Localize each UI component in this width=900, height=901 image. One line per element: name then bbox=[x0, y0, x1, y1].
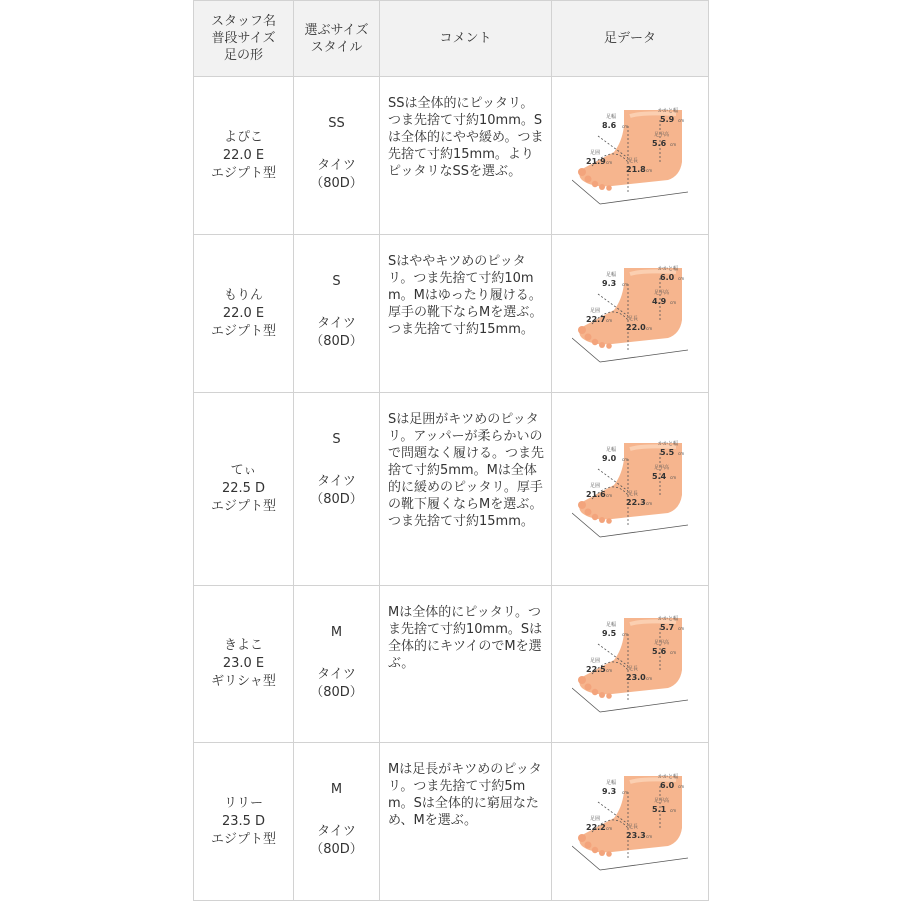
staff-cell bbox=[194, 586, 294, 743]
svg-text:cm: cm bbox=[606, 668, 613, 673]
header-foot-data: 足データ bbox=[552, 1, 709, 77]
svg-text:cm: cm bbox=[670, 650, 677, 655]
heel-width-value: 6.0 bbox=[660, 272, 675, 282]
length-value: 23.3 bbox=[626, 830, 646, 840]
toe bbox=[606, 851, 612, 857]
heel-width-label: かかと幅 bbox=[658, 441, 679, 447]
svg-text:cm: cm bbox=[670, 807, 677, 813]
heel-width-label: かかと幅 bbox=[658, 265, 679, 272]
toe bbox=[578, 501, 586, 509]
foot-width-label: 足幅 bbox=[606, 271, 617, 278]
usual-size: 22.5 D bbox=[221, 481, 266, 496]
chosen-size: S bbox=[332, 432, 341, 447]
svg-text:cm: cm bbox=[678, 117, 685, 123]
instep-value: 5.4 bbox=[652, 472, 667, 481]
foot-shape: エジプト型 bbox=[210, 165, 276, 181]
style-denier: （80D） bbox=[310, 685, 363, 700]
svg-text:cm: cm bbox=[622, 457, 629, 462]
foot-shape: ギリシャ型 bbox=[211, 674, 276, 689]
svg-text:cm: cm bbox=[670, 141, 677, 147]
instep-label: 足甲高 bbox=[654, 131, 670, 138]
style-denier: （80D） bbox=[310, 176, 363, 191]
toe bbox=[585, 175, 592, 182]
size-comparison-table bbox=[193, 0, 709, 901]
girth-label: 足囲 bbox=[590, 307, 601, 314]
table-row bbox=[194, 743, 709, 901]
girth-label: 足囲 bbox=[590, 658, 601, 664]
usual-size: 23.0 E bbox=[222, 656, 265, 671]
style-denier: （80D） bbox=[310, 492, 363, 507]
instep-label: 足甲高 bbox=[654, 289, 670, 296]
foot-diagram bbox=[572, 614, 688, 714]
svg-text:cm: cm bbox=[678, 451, 685, 456]
svg-text:cm: cm bbox=[606, 317, 613, 323]
foot-data-cell bbox=[552, 77, 709, 235]
svg-text:cm: cm bbox=[646, 325, 653, 331]
table-row bbox=[194, 586, 709, 743]
toe bbox=[585, 333, 592, 340]
length-value: 21.8 bbox=[626, 164, 646, 174]
instep-value: 4.9 bbox=[652, 296, 667, 306]
staff-name: リリー bbox=[223, 795, 263, 811]
foot-data-cell bbox=[552, 586, 709, 743]
header-row bbox=[194, 1, 709, 77]
comment-cell: Sは足囲がキツめのピッタリ。アッパーが柔らかいので問題なく履ける。つま先捨て寸約5mm。Mは全体的に緩めのピッタリ。厚手の靴下履くならMを選ぶ。つま先捨て寸約15mm。 bbox=[380, 393, 552, 586]
girth-label: 足囲 bbox=[590, 149, 601, 156]
header-comment: コメント bbox=[380, 1, 552, 77]
foot-data-cell bbox=[552, 743, 709, 901]
heel-width-label: かかと幅 bbox=[658, 616, 679, 622]
instep-label: 足甲高 bbox=[654, 640, 670, 646]
girth-value: 21.9 bbox=[586, 156, 606, 166]
chosen-size: SS bbox=[328, 116, 345, 131]
toe bbox=[599, 517, 605, 523]
style-label: タイツ bbox=[317, 158, 356, 173]
length-value: 23.0 bbox=[626, 673, 646, 682]
size-style-cell bbox=[294, 393, 380, 586]
svg-text:cm: cm bbox=[678, 626, 685, 631]
toe bbox=[592, 689, 598, 695]
toe bbox=[599, 342, 605, 348]
svg-text:cm: cm bbox=[606, 493, 613, 498]
girth-label: 足囲 bbox=[590, 815, 601, 822]
foot-width-value: 9.3 bbox=[602, 786, 617, 796]
foot-width-value: 9.3 bbox=[602, 278, 617, 288]
size-style-cell bbox=[294, 235, 380, 393]
heel-width-value: 5.9 bbox=[660, 114, 675, 124]
svg-text:cm: cm bbox=[606, 825, 613, 831]
toe bbox=[599, 184, 605, 190]
foot-width-value: 9.5 bbox=[602, 629, 617, 638]
staff-cell bbox=[194, 235, 294, 393]
svg-text:cm: cm bbox=[678, 275, 685, 281]
svg-text:cm: cm bbox=[670, 299, 677, 305]
svg-text:cm: cm bbox=[606, 159, 613, 165]
toe bbox=[578, 834, 586, 842]
style-label: タイツ bbox=[317, 667, 356, 682]
length-label: 足長 bbox=[628, 666, 639, 672]
length-label: 足長 bbox=[628, 491, 639, 497]
foot-shape: エジプト型 bbox=[210, 323, 276, 339]
instep-label: 足甲高 bbox=[654, 797, 670, 804]
staff-cell bbox=[194, 393, 294, 586]
heel-width-value: 5.7 bbox=[660, 623, 675, 632]
toe bbox=[585, 684, 592, 691]
svg-text:cm: cm bbox=[622, 789, 629, 795]
comment-cell: Mは足長がキツめのピッタリ。つま先捨て寸約5mm。Sは全体的に窮屈なため、Mを選ぶ。 bbox=[380, 743, 552, 901]
staff-name: きよこ bbox=[223, 638, 263, 653]
svg-text:cm: cm bbox=[622, 123, 629, 129]
girth-value: 22.5 bbox=[586, 665, 606, 674]
length-value: 22.3 bbox=[626, 498, 646, 507]
chosen-size: S bbox=[332, 274, 341, 289]
svg-text:cm: cm bbox=[646, 676, 653, 681]
svg-text:cm: cm bbox=[670, 475, 677, 480]
length-label: 足長 bbox=[628, 823, 639, 830]
style-label: タイツ bbox=[317, 824, 356, 839]
usual-size: 23.5 D bbox=[221, 813, 266, 829]
style-denier: （80D） bbox=[310, 842, 363, 857]
svg-text:cm: cm bbox=[646, 167, 653, 173]
table-row bbox=[194, 77, 709, 235]
style-denier: （80D） bbox=[310, 334, 363, 349]
toe bbox=[606, 693, 612, 699]
style-label: タイツ bbox=[317, 316, 356, 331]
size-style-cell bbox=[294, 77, 380, 235]
girth-value: 21.6 bbox=[586, 490, 606, 499]
staff-cell bbox=[194, 743, 294, 901]
toe bbox=[585, 841, 592, 848]
length-label: 足長 bbox=[628, 315, 639, 322]
svg-text:cm: cm bbox=[646, 501, 653, 506]
toe bbox=[606, 518, 612, 524]
foot-width-label: 足幅 bbox=[606, 113, 617, 120]
toe bbox=[585, 509, 592, 516]
table-row bbox=[194, 393, 709, 586]
foot-width-value: 8.6 bbox=[602, 120, 617, 130]
heel-width-value: 6.0 bbox=[660, 780, 675, 790]
usual-size: 22.0 E bbox=[222, 305, 265, 321]
girth-value: 22.2 bbox=[586, 822, 606, 832]
svg-text:cm: cm bbox=[622, 632, 629, 637]
foot-width-label: 足幅 bbox=[606, 779, 617, 786]
toe bbox=[606, 185, 612, 191]
toe bbox=[592, 514, 598, 520]
usual-size: 22.0 E bbox=[222, 147, 265, 163]
foot-data-cell bbox=[552, 393, 709, 586]
foot-data-cell bbox=[552, 235, 709, 393]
toe bbox=[599, 692, 605, 698]
instep-value: 5.6 bbox=[652, 647, 667, 656]
girth-label: 足囲 bbox=[590, 483, 601, 489]
svg-text:cm: cm bbox=[646, 833, 653, 839]
toe bbox=[599, 850, 605, 856]
length-label: 足長 bbox=[628, 157, 639, 164]
toe bbox=[592, 180, 598, 186]
toe bbox=[606, 343, 612, 349]
comment-cell: Sはややキツめのピッタリ。つま先捨て寸約10mm。Mはゆったり履ける。厚手の靴下ならMを選ぶ。つま先捨て寸約15mm。 bbox=[380, 235, 552, 393]
foot-shape: エジプト型 bbox=[210, 499, 276, 514]
toe bbox=[578, 326, 586, 334]
header-staff: スタッフ名 普段サイズ 足の形 bbox=[194, 1, 294, 77]
chosen-size: M bbox=[330, 625, 343, 640]
foot-width-label: 足幅 bbox=[606, 447, 617, 453]
foot-diagram bbox=[572, 439, 688, 539]
foot-diagram bbox=[572, 264, 688, 364]
chosen-size: M bbox=[330, 782, 343, 797]
heel-width-label: かかと幅 bbox=[658, 107, 679, 114]
style-label: タイツ bbox=[317, 474, 356, 489]
length-value: 22.0 bbox=[626, 322, 646, 332]
girth-value: 22.7 bbox=[586, 314, 606, 324]
comment-cell: Mは全体的にピッタリ。つま先捨て寸約10mm。Sは全体的にキツイのでMを選ぶ。 bbox=[380, 586, 552, 743]
heel-width-value: 5.5 bbox=[660, 448, 675, 457]
foot-width-label: 足幅 bbox=[606, 622, 617, 628]
foot-shape: エジプト型 bbox=[210, 831, 276, 847]
foot-diagram bbox=[572, 106, 688, 206]
staff-name: てぃ bbox=[230, 463, 257, 478]
foot-width-value: 9.0 bbox=[602, 454, 617, 463]
comment-cell: SSは全体的にピッタリ。つま先捨て寸約10mm。Sは全体的にやや緩め。つま先捨て寸約15mm。よりピッタリなSSを選ぶ。 bbox=[380, 77, 552, 235]
table-row bbox=[194, 235, 709, 393]
svg-text:cm: cm bbox=[678, 783, 685, 789]
toe bbox=[578, 168, 586, 176]
foot-diagram bbox=[572, 772, 688, 872]
staff-cell bbox=[194, 77, 294, 235]
staff-name: よぴこ bbox=[223, 129, 263, 145]
instep-value: 5.1 bbox=[652, 804, 667, 814]
toe bbox=[592, 338, 598, 344]
svg-text:cm: cm bbox=[622, 281, 629, 287]
toe bbox=[578, 676, 586, 684]
size-style-cell bbox=[294, 743, 380, 901]
staff-name: もりん bbox=[223, 287, 263, 303]
header-size-style: 選ぶサイズ スタイル bbox=[294, 1, 380, 77]
heel-width-label: かかと幅 bbox=[658, 773, 679, 780]
toe bbox=[592, 846, 598, 852]
instep-value: 5.6 bbox=[652, 138, 667, 148]
instep-label: 足甲高 bbox=[654, 465, 670, 471]
size-style-cell bbox=[294, 586, 380, 743]
